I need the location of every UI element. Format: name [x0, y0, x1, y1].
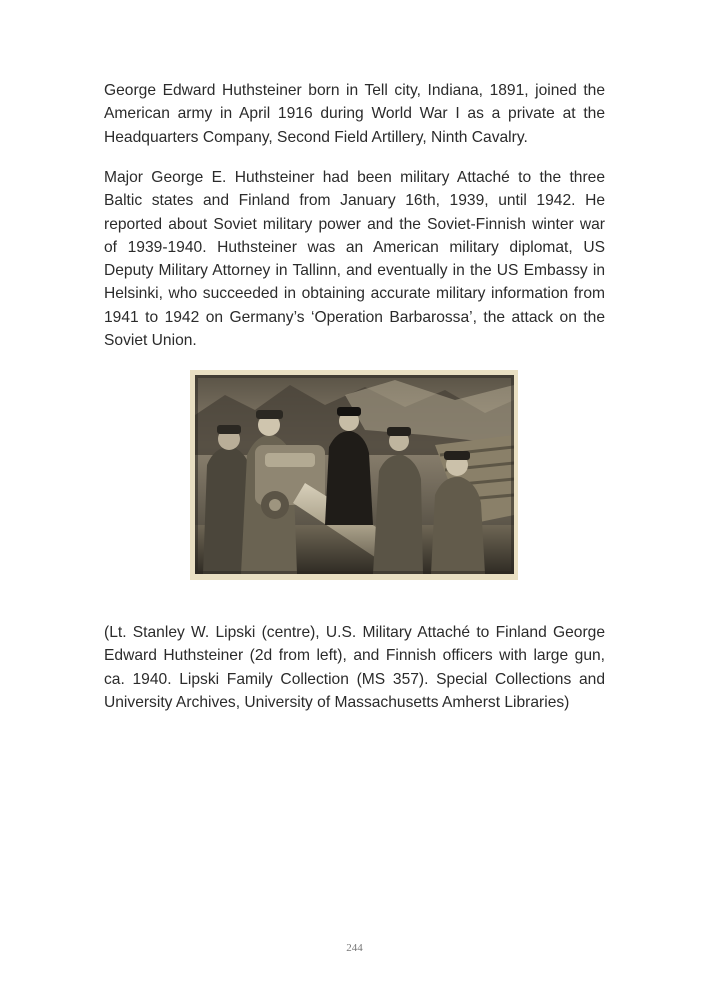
paragraph-biography: George Edward Huthsteiner born in Tell city, Indiana, 1891, joined the American army in April 1916 during World War I as a private at the Headquarters Company, Second Field Artillery, Ninth Cavalry. — [104, 82, 605, 146]
page-number: 244 — [346, 942, 363, 954]
officers-with-gun-photo — [195, 375, 514, 574]
photo-caption: (Lt. Stanley W. Lipski (centre), U.S. Military Attaché to Finland George Edward Huthsteiner (2d from left), and Finnish officers with large gun, ca. 1940. Lipski Family Collection (MS 357). Special Collections and University Archives, University of Massachusetts Amherst Libraries) — [104, 624, 605, 711]
historical-photograph — [190, 370, 518, 580]
paragraph-attache-role: Major George E. Huthsteiner had been military Attaché to the three Baltic states and Finland from January 16th, 1939, until 1942. He reported about Soviet military power and the Soviet-Finnish winter war of 1939-1940. Huthsteiner was an American military diplomat, US Deputy Military Attorney in Tallinn, and eventually in the US Embassy in Helsinki, who succeeded in obtaining accurate military information from 1941 to 1942 on Germany’s ‘Operation Barbarossa’, the attack on the Soviet Union. — [104, 169, 605, 350]
